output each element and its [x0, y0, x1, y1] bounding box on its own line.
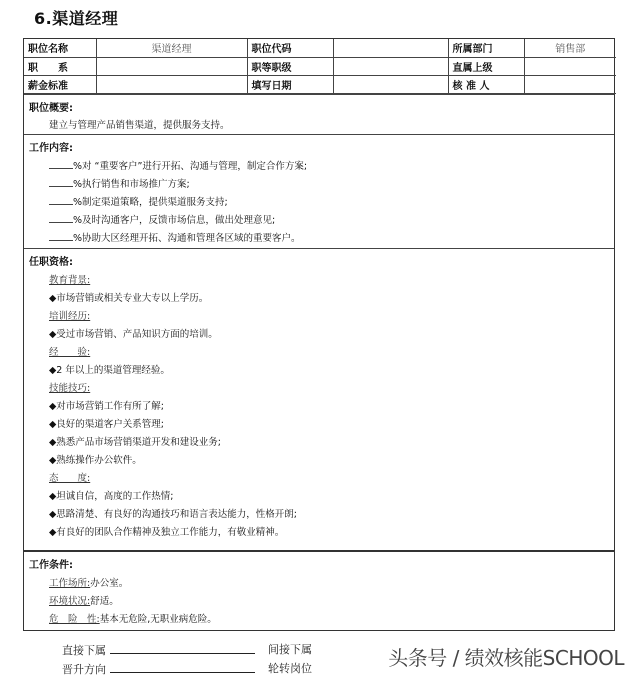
footer-rotation: 轮转岗位: [268, 662, 312, 675]
page-title: 6.渠道经理: [34, 9, 119, 28]
footer-direct-subordinate: 直接下属: [62, 641, 255, 658]
footer-promotion: 晋升方向: [62, 660, 255, 677]
attitude-label: 态 度:: [49, 472, 91, 484]
condition-environment: 环境状况:舒适。: [49, 596, 119, 607]
value-job-family: [96, 57, 247, 75]
skill-item: ◆熟悉产品市场营销渠道开发和建设业务;: [49, 436, 222, 448]
label-grade: 职等职级: [247, 57, 333, 75]
section-duties: [24, 134, 614, 248]
blank-line: [110, 641, 255, 654]
training-label: 培训经历:: [49, 310, 91, 322]
header-row-3: [24, 75, 616, 93]
skills-label: 技能技巧:: [49, 382, 91, 394]
blank-line: [49, 176, 73, 187]
header-row-1: [24, 39, 616, 57]
duty-item: %制定渠道策略，提供渠道服务支持;: [29, 194, 609, 212]
value-grade: [333, 57, 448, 75]
label-job-code: 职位代码: [247, 39, 333, 57]
blank-line: [49, 212, 73, 223]
attitude-item: ◆思路清楚、有良好的沟通技巧和语言表达能力，性格开朗;: [49, 508, 298, 520]
label-job-family: 职 系: [24, 57, 96, 75]
overview-heading: 职位概要:: [29, 102, 73, 114]
label-salary: 薪金标准: [24, 75, 96, 93]
label-department: 所属部门: [448, 39, 524, 57]
value-supervisor: [524, 57, 616, 75]
education-label: 教育背景:: [49, 274, 91, 286]
label-job-title: 职位名称: [24, 39, 96, 57]
duty-item: %执行销售和市场推广方案;: [29, 176, 609, 194]
training-text: ◆受过市场营销、产品知识方面的培训。: [49, 328, 218, 340]
blank-line: [110, 660, 255, 673]
overview-text: 建立与管理产品销售渠道，提供服务支持。: [49, 119, 230, 131]
label-supervisor: 直属上级: [448, 57, 524, 75]
qualifications-heading: 任职资格:: [29, 256, 73, 268]
value-job-code: [333, 39, 448, 57]
blank-line: [49, 194, 73, 205]
watermark: 头条号 / 绩效核能SCHOOL: [388, 646, 624, 670]
value-approver: [524, 75, 616, 93]
value-job-title: 渠道经理: [96, 39, 247, 57]
blank-line: [49, 158, 73, 169]
attitude-item: ◆有良好的团队合作精神及独立工作能力，有敬业精神。: [49, 526, 285, 538]
label-approver: 核 准 人: [448, 75, 524, 93]
condition-danger: 危 险 性:基本无危险,无职业病危险。: [49, 614, 217, 625]
experience-text: ◆2 年以上的渠道管理经验。: [49, 364, 170, 376]
footer-indirect-subordinate: 间接下属: [268, 643, 312, 656]
skill-item: ◆熟练操作办公软件。: [49, 454, 142, 466]
value-department: 销售部: [524, 39, 616, 57]
duty-item: %对 “重要客户”进行开拓、沟通与管理，制定合作方案;: [29, 158, 609, 176]
education-text: ◆市场营销或相关专业大专以上学历。: [49, 292, 209, 304]
value-fill-date: [333, 75, 448, 93]
skill-item: ◆对市场营销工作有所了解;: [49, 400, 165, 412]
attitude-item: ◆坦诚自信，高度的工作热情;: [49, 490, 174, 502]
header-row-2: [24, 57, 616, 75]
duty-item: %及时沟通客户，反馈市场信息，做出处理意见;: [29, 212, 609, 230]
skill-item: ◆良好的渠道客户关系管理;: [49, 418, 165, 430]
duties-heading: 工作内容:: [29, 142, 73, 154]
section-overview: [24, 94, 614, 134]
job-description-sheet: [23, 38, 615, 551]
duty-item: %协助大区经理开拓、沟通和管理各区域的重要客户。: [29, 230, 609, 248]
section-conditions: [23, 551, 615, 631]
label-fill-date: 填写日期: [247, 75, 333, 93]
blank-line: [49, 230, 73, 241]
condition-place: 工作场所:办公室。: [49, 578, 129, 589]
header-table: [24, 39, 616, 94]
experience-label: 经 验:: [49, 346, 91, 358]
value-salary: [96, 75, 247, 93]
conditions-heading: 工作条件:: [29, 560, 73, 571]
section-qualifications: [24, 248, 614, 545]
